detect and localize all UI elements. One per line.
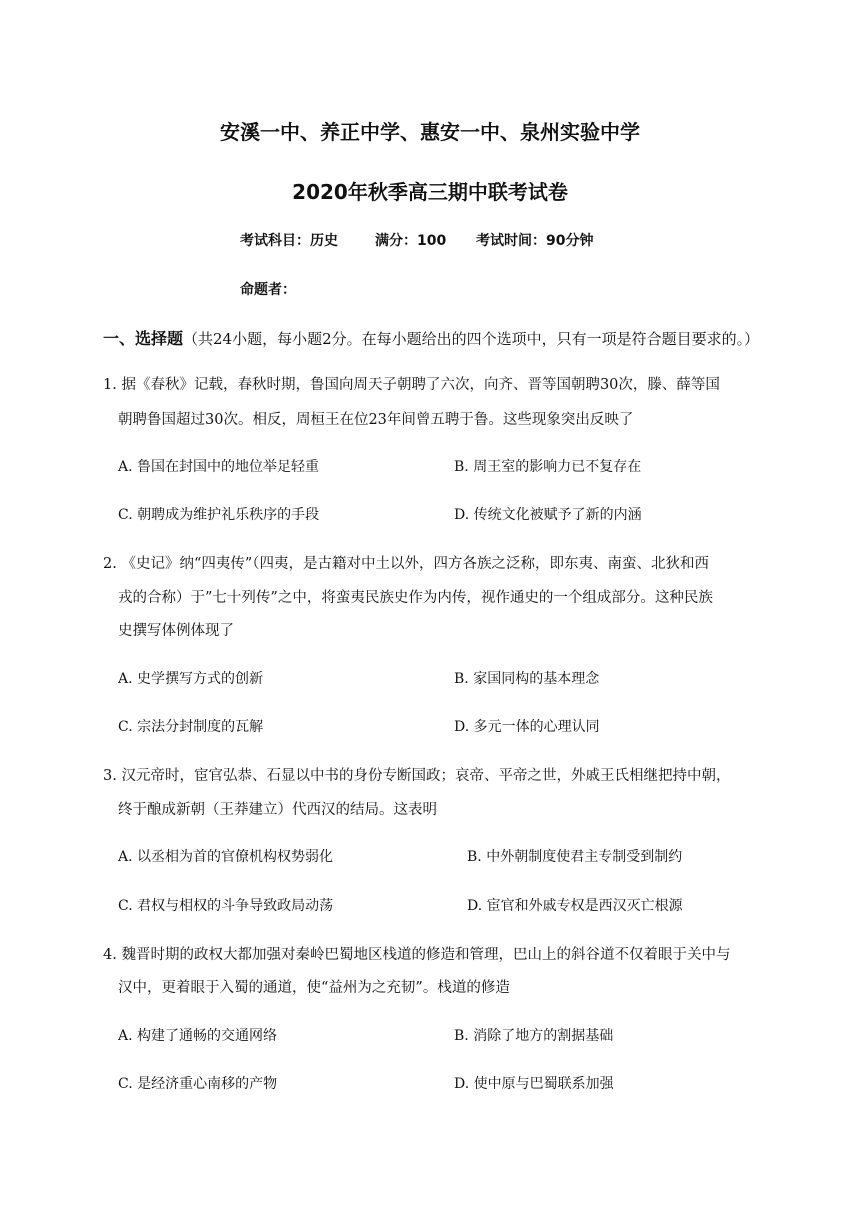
option-label: B. — [467, 849, 482, 865]
option-text: 宦官和外戚专权是西汉灭亡根源 — [486, 898, 683, 914]
question-text-line: 4. 魏晋时期的政权大都加强对秦岭巴蜀地区栈道的修造和管理，巴山上的斜谷道不仅着眼于关中与 — [103, 947, 731, 963]
option-label: C. — [118, 898, 133, 914]
option-text: 消除了地方的割据基础 — [473, 1028, 614, 1044]
option-label: C. — [118, 719, 133, 735]
question-text-line: 朝聘鲁国超过30次。相反，周桓王在位23年间曾五聘于鲁。这些现象突出反映了 — [118, 412, 634, 428]
option-b — [454, 668, 599, 688]
section-title: 一、选择题 — [103, 329, 184, 348]
option-label: D. — [454, 719, 470, 735]
option-label: B. — [454, 459, 469, 475]
option-text: 鲁国在封国中的地位举足轻重 — [137, 459, 320, 475]
option-text: 周王室的影响力已不复存在 — [473, 459, 642, 475]
exam-subject: 考试科目：历史 — [240, 233, 338, 249]
option-b — [467, 846, 682, 866]
option-c — [118, 1073, 277, 1093]
option-c — [118, 716, 263, 736]
option-label: C. — [118, 507, 133, 523]
option-b — [454, 1025, 613, 1045]
option-d — [454, 716, 600, 736]
option-label: A. — [118, 459, 133, 475]
option-text: 中外朝制度使君主专制受到制约 — [486, 849, 683, 865]
option-b — [454, 456, 641, 476]
option-text: 以丞相为首的官僚机构权势弱化 — [137, 849, 334, 865]
section-instructions: （共24小题，每小题2分。在每小题给出的四个选项中，只有一项是符合题目要求的。） — [183, 330, 760, 348]
option-c — [118, 504, 319, 524]
question-text-line: 终于酿成新朝（王莽建立）代西汉的结局。这表明 — [118, 802, 437, 818]
option-text: 多元一体的心理认同 — [473, 719, 600, 735]
exam-title: 2020年秋季高三期中联考试卷 — [292, 180, 568, 204]
option-a — [118, 668, 263, 688]
exam-author: 命题者： — [240, 282, 296, 298]
option-text: 是经济重心南移的产物 — [137, 1076, 278, 1092]
option-text: 传统文化被赋予了新的内涵 — [473, 507, 642, 523]
exam-duration: 考试时间：90分钟 — [476, 233, 594, 249]
option-text: 宗法分封制度的瓦解 — [137, 719, 264, 735]
option-text: 君权与相权的斗争导致政局动荡 — [137, 898, 334, 914]
option-text: 朝聘成为维护礼乐秩序的手段 — [137, 507, 320, 523]
question-text-line: 戎的合称）于”七十列传”之中，将蛮夷民族史作为内传，视作通史的一个组成部分。这种民族 — [118, 590, 713, 606]
question-text-line: 史撰写体例体现了 — [118, 623, 234, 639]
question-text-line: 汉中，更着眼于入蜀的通道，使“益州为之充韧”。栈道的修造 — [118, 980, 510, 996]
option-label: A. — [118, 1028, 133, 1044]
exam-full-score: 满分：100 — [375, 233, 447, 249]
option-d — [454, 1073, 614, 1093]
question-text-line: 3. 汉元帝时，宦官弘恭、石显以中书的身份专断国政；哀帝、平帝之世，外戚王氏相继把持中朝， — [103, 768, 731, 784]
option-label: A. — [118, 671, 133, 687]
option-label: A. — [118, 849, 133, 865]
question-text-line: 1. 据《春秋》记载，春秋时期，鲁国向周天子朝聘了六次，向齐、晋等国朝聘30次，滕、薛等国 — [103, 377, 720, 393]
option-label: B. — [454, 1028, 469, 1044]
option-a — [118, 456, 319, 476]
option-label: D. — [454, 1076, 470, 1092]
option-label: B. — [454, 671, 469, 687]
section-heading — [103, 326, 759, 349]
option-a — [118, 846, 333, 866]
question-text-line: 2. 《史记》纳“四夷传”（四夷，是古籍对中土以外，四方各族之泛称，即东夷、南蛮、北狄和西 — [103, 556, 710, 572]
option-c — [118, 895, 333, 915]
option-d — [454, 504, 642, 524]
option-label: D. — [454, 507, 470, 523]
option-label: C. — [118, 1076, 133, 1092]
option-text: 史学撰写方式的创新 — [137, 671, 264, 687]
option-text: 使中原与巴蜀联系加强 — [473, 1076, 614, 1092]
option-d — [467, 895, 683, 915]
schools-title: 安溪一中、养正中学、惠安一中、泉州实验中学 — [220, 120, 640, 144]
option-a — [118, 1025, 277, 1045]
option-text: 家国同构的基本理念 — [473, 671, 600, 687]
option-label: D. — [467, 898, 483, 914]
option-text: 构建了通畅的交通网络 — [137, 1028, 278, 1044]
